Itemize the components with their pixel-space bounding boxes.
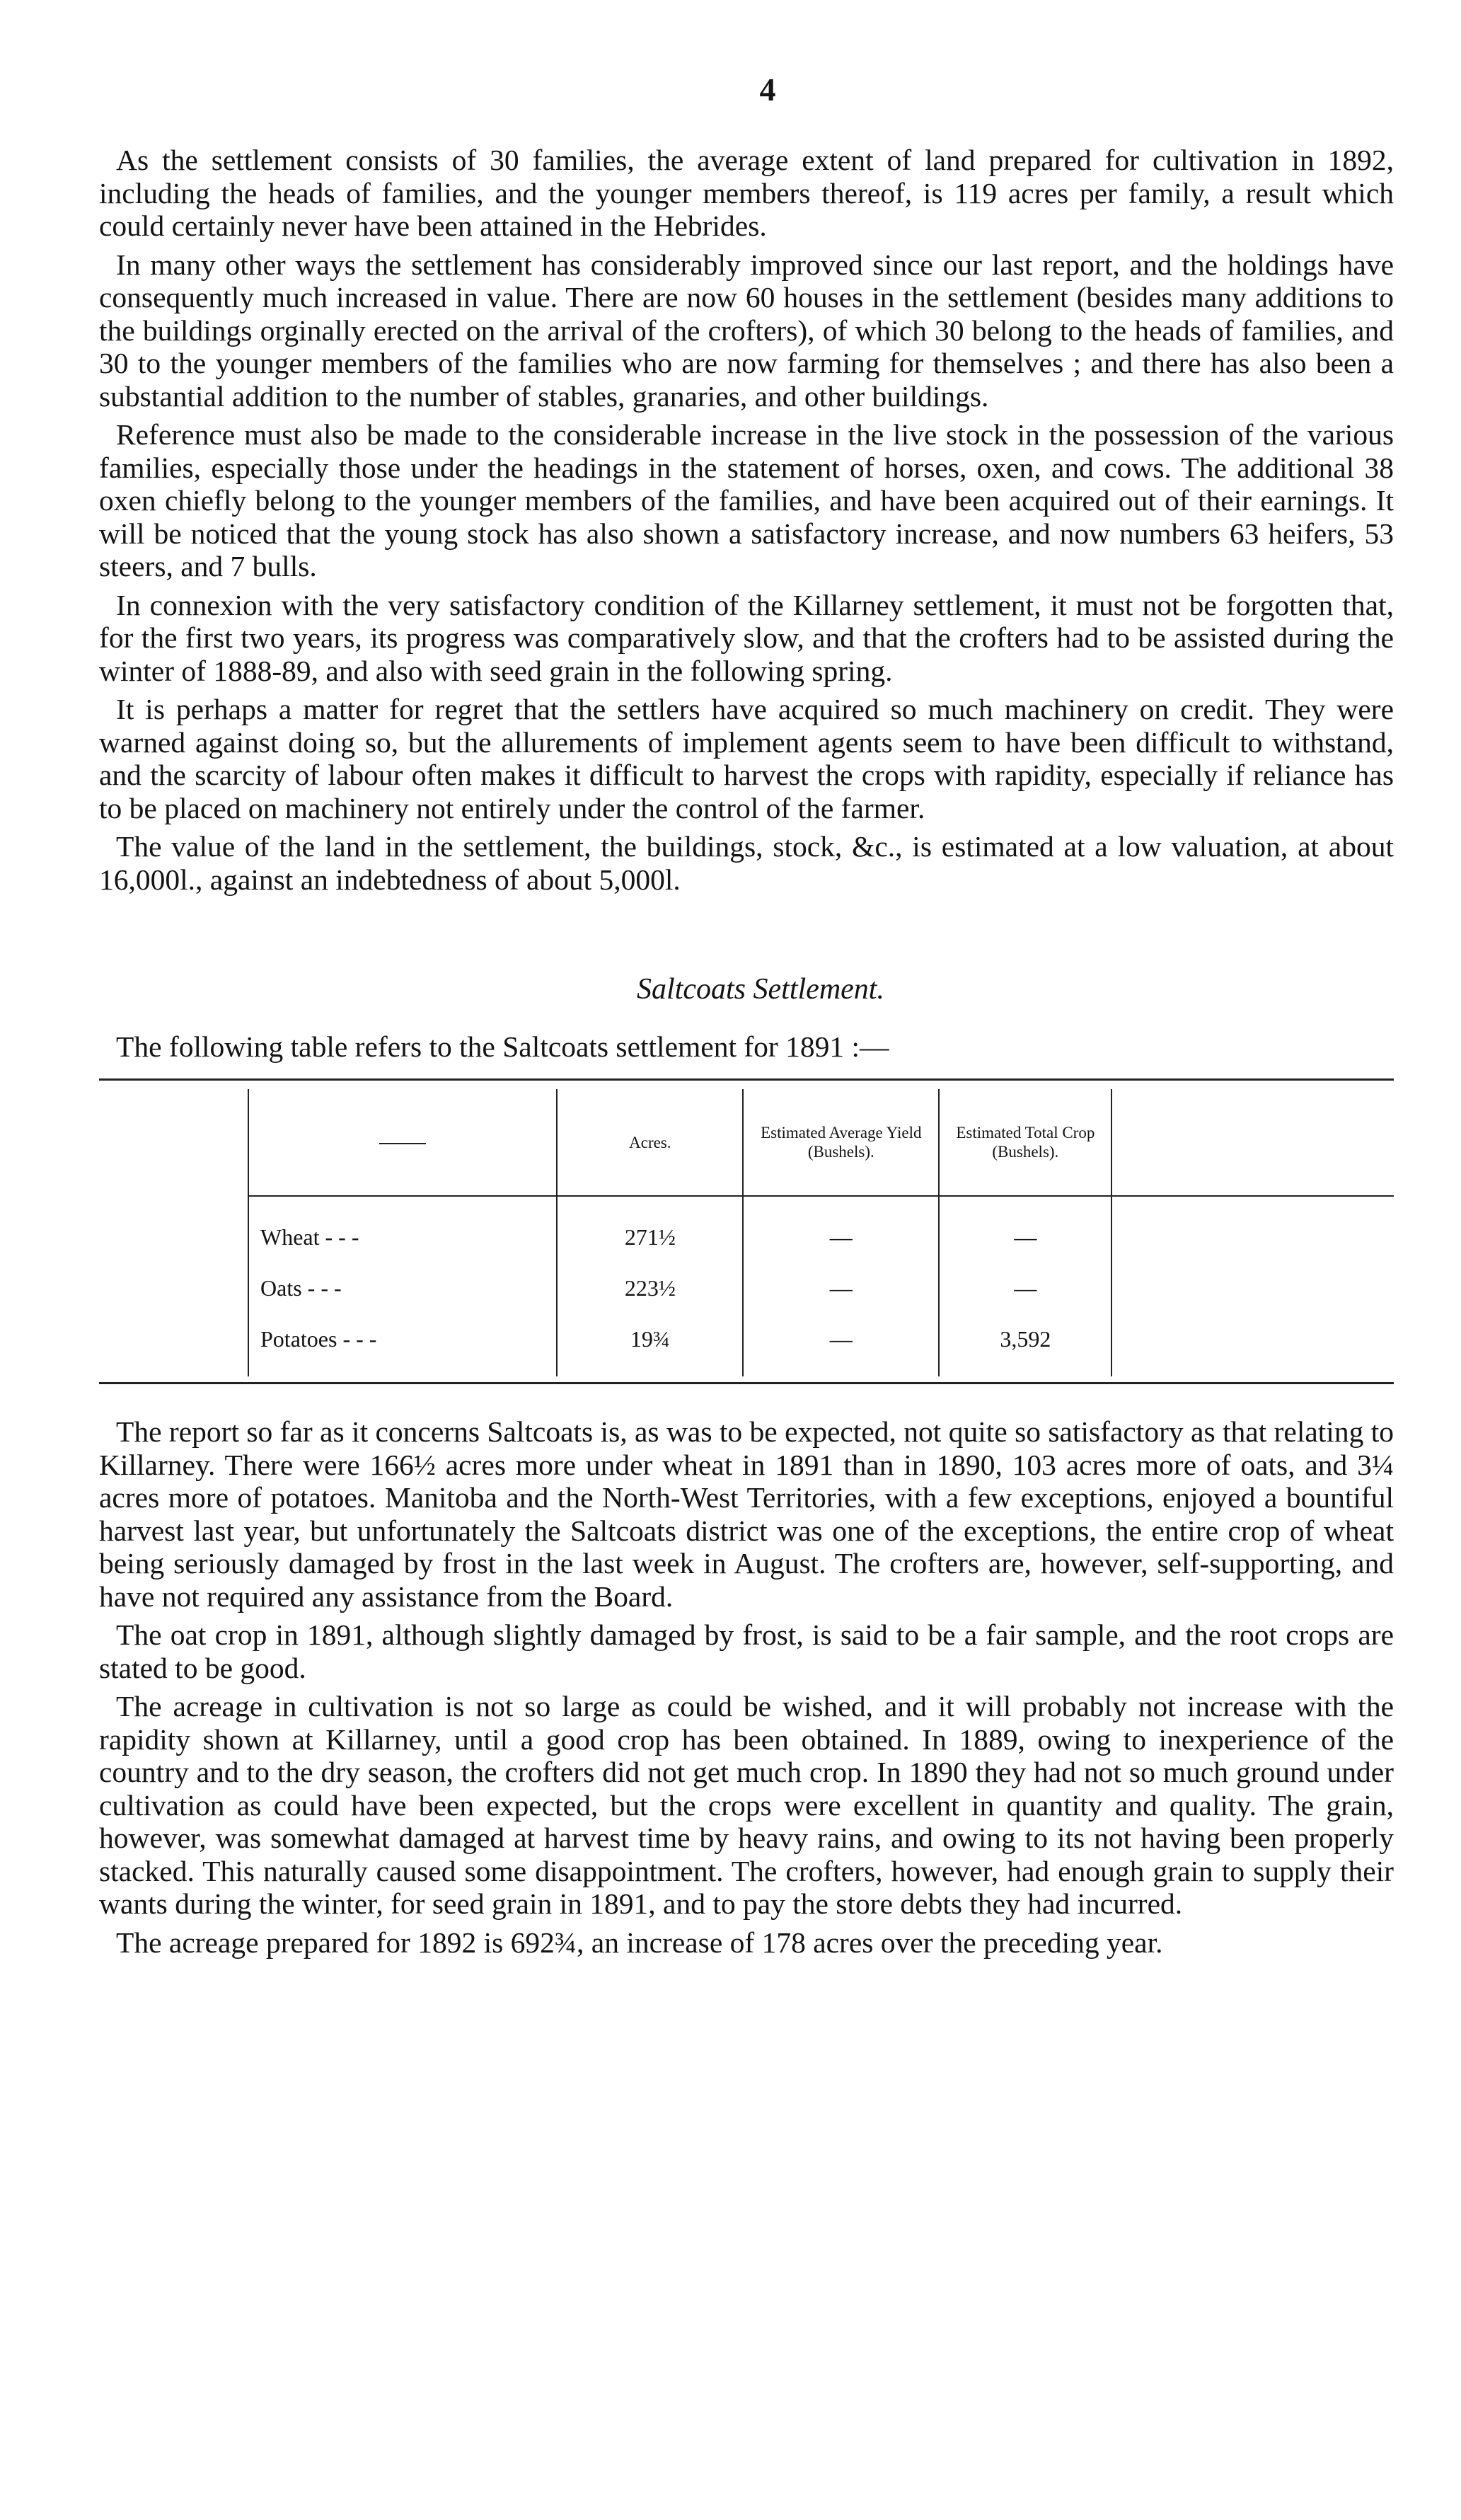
paragraph: The oat crop in 1891, although slightly damaged by frost, is said to be a fair sample, and the root crops are stated to be good. [99,1618,1394,1684]
row-blank [1111,1196,1394,1262]
row-acres: 271½ [557,1196,743,1262]
paragraph: The acreage in cultivation is not so large as could be wished, and it will probably not increase with the rapidity shown at Killarney, until a good crop has been obtained. In 1889, owing to inexperience of the country and to the dry season, the crofters did not get much crop. In 1890 they had not so much ground under cultivation as could have been expected, but the crops were excellent in quantity and quality. The grain, however, was somewhat damaged at harvest time by heavy rains, and owing to its not having been properly stacked. This naturally caused some disappointment. The crofters, however, had enough grain to supply their wants during the winter, for seed grain in 1891, and to pay the store debts they had incurred. [99,1690,1394,1920]
table-row [248,1313,1394,1376]
paragraph: Reference must also be made to the considerable increase in the live stock in the possession of the various families, especially those under the headings in the statement of horses, oxen, and cows. The additional 38 oxen chiefly belong to the younger members of the families, and have been acquired out of their earnings. It will be noticed that the young stock has also shown a satisfactory increase, and now numbers 63 heifers, 53 steers, and 7 bulls. [99,418,1394,582]
paragraph: The acreage prepared for 1892 is 692¾, an increase of 178 acres over the preceding year. [116,1926,1163,1959]
row-yield: — [743,1262,939,1313]
row-label: Oats - - - [248,1262,557,1313]
section-title: Saltcoats Settlement. [637,973,884,1006]
header-label [248,1089,557,1196]
table-intro: The following table refers to the Saltcoats settlement for 1891 :— [116,1030,889,1063]
row-acres: 19¾ [557,1313,743,1376]
table-row [248,1196,1394,1262]
header-label-dash [379,1143,426,1144]
header-yield: Estimated Average Yield (Bushels). [743,1089,939,1196]
paragraph: The value of the land in the settlement, the buildings, stock, &c., is estimated at a low valuation, at about 16,000l., against an indebtedness of about 5,000l. [99,830,1394,896]
paragraph: In connexion with the very satisfactory condition of the Killarney settlement, it must not be forgotten that, for the first two years, its progress was comparatively slow, and that the crofters had to be assisted during the winter of 1888-89, and also with seed grain in the following spring. [99,588,1394,687]
table-row [248,1262,1394,1313]
crop-table [248,1089,1394,1376]
row-label: Potatoes - - - [248,1313,557,1376]
paragraph: It is perhaps a matter for regret that the settlers have acquired so much machinery on credit. They were warned against doing so, but the allurements of implement agents seem to have been difficult to withstand, and the scarcity of labour often makes it difficult to harvest the crops with rapidity, especially if reliance has to be placed on machinery not entirely under the control of the farmer. [99,693,1394,824]
paragraph: As the settlement consists of 30 families, the average extent of land prepared for cultivation in 1892, including the heads of families, and the younger members thereof, is 119 acres per family, a result which could certainly never have been attained in the Hebrides. [99,144,1394,242]
paragraph: The report so far as it concerns Saltcoats is, as was to be expected, not quite so satisfactory as that relating to Killarney. There were 166½ acres more under wheat in 1891 than in 1890, 103 acres more of oats, and 3¼ acres more of potatoes. Manitoba and the North-West Territories, with a few exceptions, enjoyed a bountiful harvest last year, but unfortunately the Saltcoats district was one of the exceptions, the entire crop of wheat being seriously damaged by frost in the last week in August. The crofters are, however, self-supporting, and have not required any assistance from the Board. [99,1415,1394,1613]
table-header-row [248,1089,1394,1196]
document-page [99,71,1394,1964]
paragraph: In many other ways the settlement has considerably improved since our last report, and the holdings have consequently much increased in value. There are now 60 houses in the settlement (besides many additions to the buildings orginally erected on the arrival of the crofters), of which 30 belong to the heads of families, and 30 to the younger members of the families who are now farming for themselves ; and there has also been a substantial addition to the number of stables, granaries, and other buildings. [99,248,1394,413]
page-number: 4 [759,71,776,108]
header-crop: Estimated Total Crop (Bushels). [939,1089,1111,1196]
row-crop: — [939,1262,1111,1313]
header-blank [1111,1089,1394,1196]
row-yield: — [743,1313,939,1376]
row-crop: 3,592 [939,1313,1111,1376]
row-blank [1111,1262,1394,1313]
crop-table-frame [99,1078,1394,1384]
row-label: Wheat - - - [248,1196,557,1262]
header-acres: Acres. [557,1089,743,1196]
row-blank [1111,1313,1394,1376]
row-yield: — [743,1196,939,1262]
row-crop: — [939,1196,1111,1262]
row-acres: 223½ [557,1262,743,1313]
